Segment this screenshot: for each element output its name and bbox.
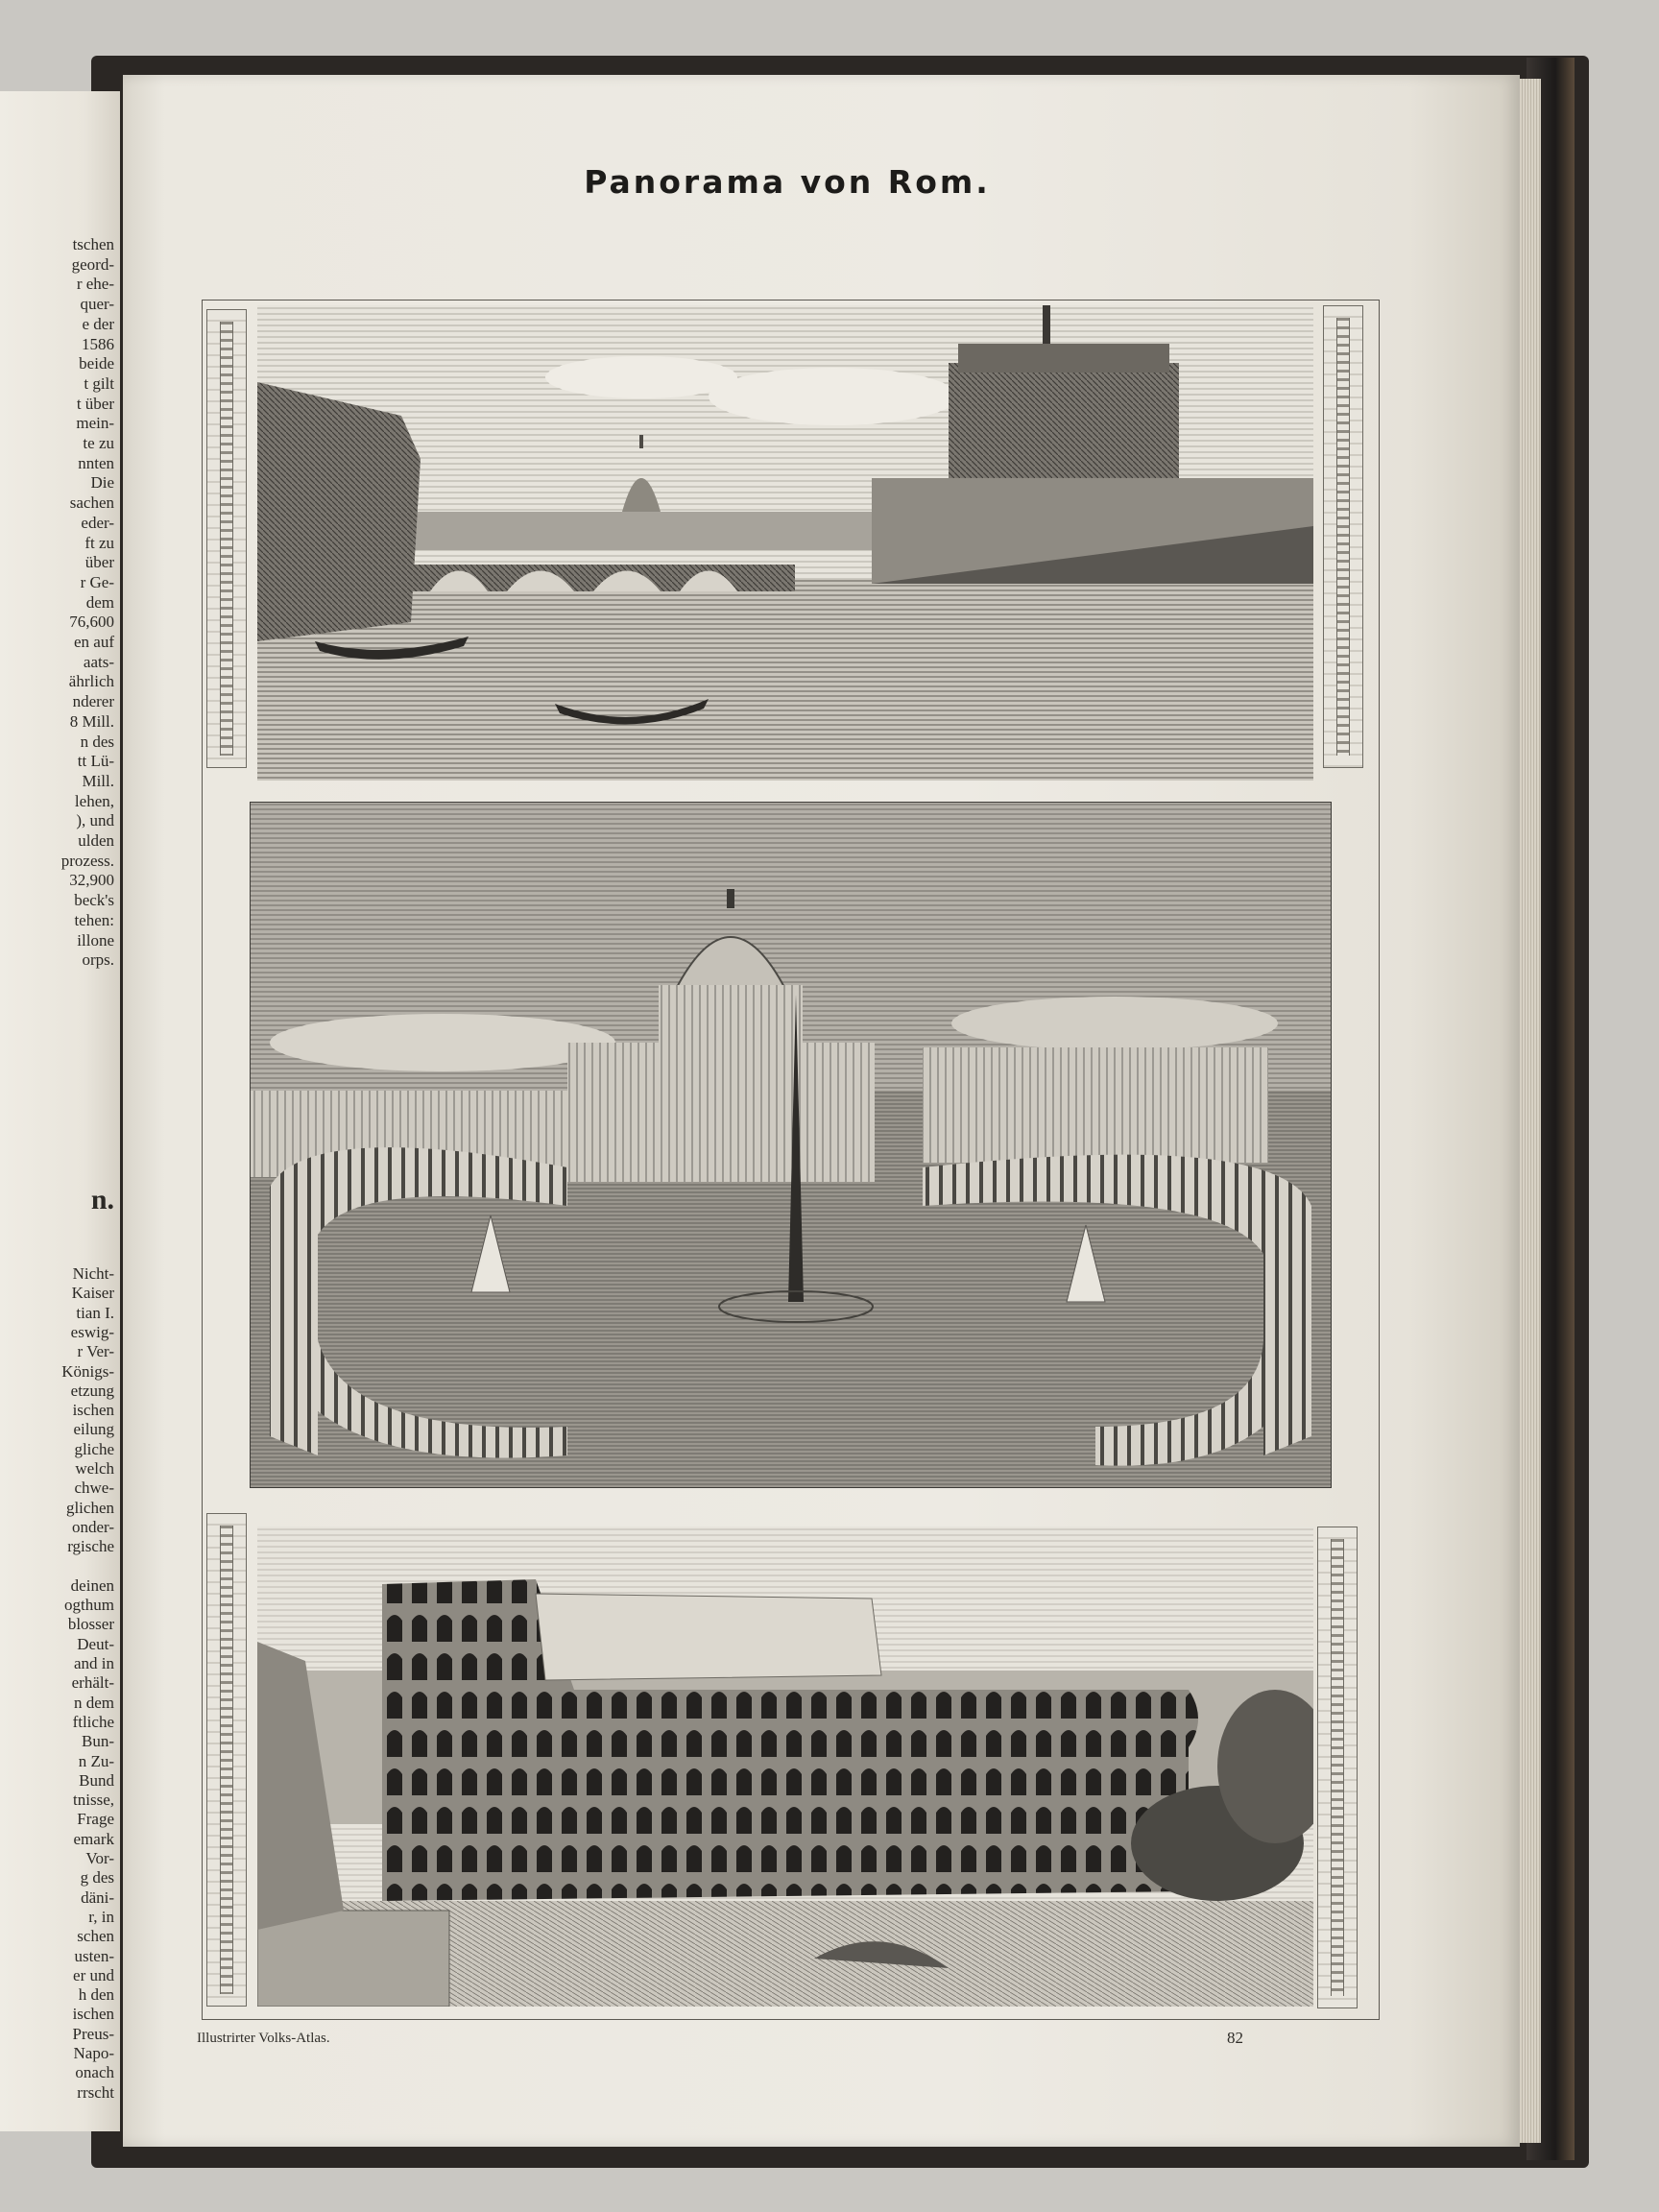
st-peters-square-illustration [251, 803, 1331, 1487]
left-page-text-fragment: mein- [76, 414, 114, 433]
left-page-text-fragment: usten- [74, 1946, 114, 1965]
left-page-text-fragment: Bun- [82, 1732, 114, 1751]
left-page-text-fragment: ), und [76, 811, 114, 830]
left-page-text-fragment: Frage [77, 1810, 114, 1829]
left-page-text-fragment: illone [77, 930, 114, 950]
left-page-text-fragment: e der [82, 314, 114, 333]
left-page-text-fragment: eilung [73, 1420, 114, 1439]
page-edges [1520, 79, 1541, 2143]
left-page-text-fragment: t über [76, 394, 114, 413]
left-page-text-fragment: blosser [67, 1615, 114, 1634]
left-page-text-fragment: Napo- [73, 2044, 114, 2062]
left-page-text-fragment: ulden [78, 831, 114, 850]
left-page-text-fragment: g des [80, 1868, 114, 1887]
left-page-text-fragment: te zu [83, 434, 114, 452]
ornament-right-top [1323, 305, 1363, 768]
left-page-text-fragment: onach [75, 2063, 114, 2082]
left-page-text-fragment: tschen [72, 235, 114, 253]
left-page-text-fragment: t gilt [84, 373, 114, 393]
engraving-castel-sant-angelo [257, 305, 1313, 781]
left-page-text-fragment: r ehe- [76, 275, 114, 294]
left-page-text-fragment: geord- [71, 254, 114, 274]
left-page-text-fragment: tian I. [76, 1303, 114, 1322]
left-page-text-fragment: Vor- [85, 1849, 114, 1867]
left-page-text-fragment: 1586 [82, 334, 114, 353]
ornament-right-bottom [1317, 1527, 1358, 2008]
left-page-text-fragment: h den [78, 1985, 114, 2005]
left-page-text-fragment: Bund [79, 1770, 114, 1790]
left-page-text-fragment: beide [79, 354, 114, 373]
left-page-text-fragment: Preus- [72, 2024, 114, 2043]
left-page-text-fragment: eder- [81, 513, 114, 532]
left-page-text-fragment: rgische [67, 1537, 114, 1556]
left-page-text-fragment: Die [90, 473, 114, 493]
left-page-text-fragment: dem [85, 592, 114, 612]
left-page-text-fragment: schen [77, 1927, 114, 1946]
left-page-text-fragment: r Ver- [77, 1342, 114, 1361]
left-facing-page [0, 91, 120, 2131]
left-page-text-fragment: ft zu [84, 533, 114, 552]
left-page-text-fragment: r Ge- [80, 572, 114, 591]
left-page-text-fragment: Kaiser [71, 1284, 114, 1303]
left-page-text-fragment: n Zu- [78, 1751, 114, 1770]
left-page-text-fragment: quer- [80, 295, 114, 314]
left-page-text-fragment: n des [80, 732, 114, 751]
left-page-text-fragment: chwe- [74, 1479, 114, 1498]
left-page-text-fragment: nderer [72, 692, 114, 711]
left-page-text-fragment: aats- [83, 652, 114, 671]
left-page-text-fragment: 32,900 [69, 871, 114, 890]
left-page-text-fragment: nnten [78, 453, 114, 472]
castel-sant-angelo-illustration [257, 305, 1313, 781]
left-page-text-fragment: Königs- [61, 1361, 114, 1381]
left-page-text-fragment: and in [73, 1654, 114, 1672]
left-page-text-fragment: glichen [65, 1498, 114, 1517]
left-page-text-fragment: en auf [73, 633, 114, 651]
left-page-text-fragment: tt Lü- [77, 752, 114, 771]
engraving-colosseum [257, 1527, 1313, 2007]
left-page-text-fragment: n dem [73, 1693, 114, 1712]
left-page-text-fragment: rrscht [77, 2082, 114, 2102]
left-page-text-fragment: emark [73, 1829, 114, 1848]
left-page-text-fragment: etzung [70, 1381, 114, 1400]
left-page-text-fragment: ischen [72, 2005, 114, 2024]
ornament-left-top [206, 309, 247, 768]
left-page-text-fragment: lehen, [74, 791, 114, 810]
left-page-text-fragment: eswig- [70, 1322, 114, 1341]
left-page-text-fragment: 76,600 [69, 613, 114, 632]
left-page-text-fragment: prozess. [60, 851, 114, 870]
left-page-text-fragment: ährlich [68, 672, 114, 691]
ornament-left-bottom [206, 1513, 247, 2007]
left-page-text-fragment: tnisse, [73, 1791, 114, 1810]
footer-publication: Illustrirter Volks-Atlas. [197, 2031, 330, 2046]
colosseum-illustration [257, 1527, 1313, 2007]
left-page-text-fragment: tehen: [74, 910, 114, 929]
page-title: Panorama von Rom. [584, 163, 991, 201]
left-page-text-fragment: er und [73, 1965, 114, 1984]
page-number: 82 [1227, 2029, 1243, 2047]
left-page-text-fragment: ischen [72, 1401, 114, 1420]
left-page-text-fragment: 8 Mill. [69, 711, 114, 731]
left-page-text-fragment: ftliche [72, 1712, 114, 1731]
left-page-text-fragment: über [84, 553, 114, 572]
left-page-text-fragment: Deut- [77, 1634, 114, 1653]
left-page-text-fragment: orps. [82, 950, 114, 970]
left-page-text-fragment: Nicht- [72, 1264, 114, 1283]
engraving-st-peters-square [250, 802, 1332, 1488]
left-page-text-fragment: däni- [81, 1887, 114, 1907]
left-page-text-fragment: r, in [88, 1907, 114, 1926]
left-page-text-fragment: Mill. [82, 771, 114, 790]
left-page-text-fragment: sachen [69, 493, 114, 513]
left-page-text-fragment: onder- [71, 1517, 114, 1536]
left-page-text-fragment: erhält- [71, 1673, 114, 1693]
left-page-text-fragment: beck's [74, 891, 114, 910]
left-page-heading: n. [90, 1184, 114, 1215]
left-page-text-fragment: ogthum [64, 1596, 114, 1615]
left-page-text-fragment: deinen [70, 1575, 114, 1595]
left-page-text-fragment: gliche [74, 1439, 114, 1458]
left-page-text-fragment: welch [75, 1459, 114, 1478]
